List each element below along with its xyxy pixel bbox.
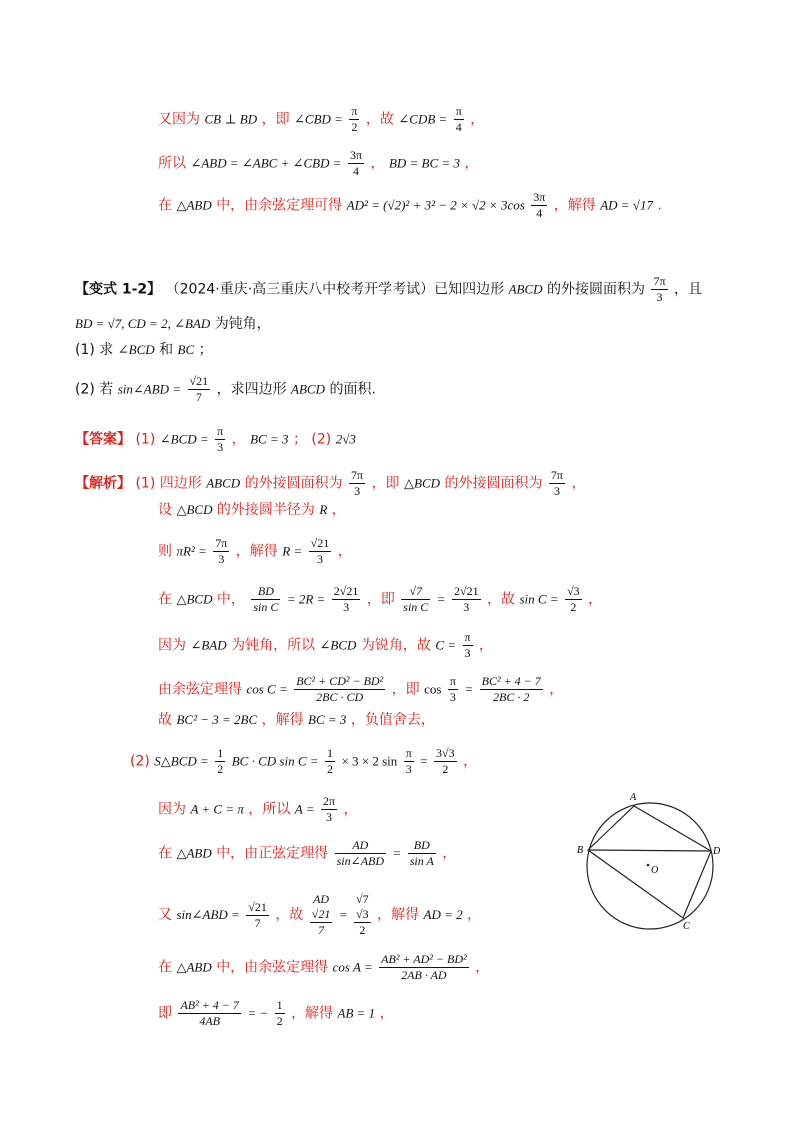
math: AD = √17 (600, 197, 653, 213)
denominator: 3 (464, 646, 471, 660)
text: √21 (311, 907, 331, 921)
numerator: BC² + 4 − 7 (481, 674, 541, 688)
numerator: AB² + 4 − 7 (180, 998, 239, 1012)
fraction (213, 536, 229, 567)
solution-line-2 (158, 500, 346, 520)
denominator: sin C (253, 600, 279, 614)
numerator: π (449, 674, 456, 688)
text: 则 (158, 543, 172, 560)
text: ，即 (366, 591, 395, 608)
math: = (420, 753, 428, 769)
numerator: AD (335, 838, 386, 854)
variant-question-2 (75, 374, 376, 405)
solution-tag: 【解析】 (75, 475, 131, 492)
math: = − (247, 1005, 269, 1021)
denominator: 2 (351, 120, 358, 134)
denominator: 4AB (199, 1014, 221, 1028)
solution-line-10 (158, 838, 456, 869)
denominator: 2BC · CD (316, 690, 364, 704)
text: ，即 (371, 475, 400, 492)
denominator: 2 (570, 600, 577, 614)
math: BD = √7, CD = 2, ∠BAD (75, 316, 211, 331)
text: 的外接圆面积为 (244, 475, 343, 492)
numerator: 3π (349, 148, 363, 162)
text: 因为 (158, 801, 186, 818)
math: BC = 3 (308, 712, 347, 727)
denominator: 2AB · AD (401, 968, 447, 982)
denominator: 7 (195, 390, 202, 404)
text: 的外接圆面积为 (547, 281, 646, 298)
text: 即 (158, 1005, 172, 1022)
math: ABCD (291, 381, 325, 397)
text: 在 (158, 591, 172, 608)
math: A + C = π (190, 801, 244, 817)
denominator: 3 (326, 810, 333, 824)
numerator: 1 (326, 746, 333, 760)
fraction (379, 952, 468, 983)
text: ， (343, 801, 358, 818)
numerator: 2√21 (453, 584, 479, 598)
text: 又因为 (158, 111, 200, 128)
numerator: 1 (276, 998, 283, 1012)
text: ， (588, 591, 603, 608)
text: ，所以 (248, 801, 291, 818)
fraction (404, 746, 414, 777)
label-o: O (651, 865, 659, 876)
fraction (531, 190, 547, 221)
text: (1) 四边形 (135, 475, 202, 492)
fraction (178, 998, 240, 1029)
numerator: 7π (653, 274, 666, 288)
denominator: 4 (455, 120, 462, 134)
numerator: π (455, 104, 462, 118)
text: ， (463, 753, 478, 770)
fraction (275, 998, 285, 1029)
text: ， (379, 1005, 394, 1022)
math: ∠CBD = (294, 111, 343, 127)
math: = 2R = (286, 591, 326, 607)
text: ， (337, 543, 352, 560)
math: △BCD (176, 502, 213, 517)
solution-line-13 (158, 998, 394, 1029)
denominator: 4 (353, 164, 360, 178)
fraction (452, 584, 481, 615)
math: sin∠ABD = (176, 907, 240, 922)
text: ， (231, 431, 246, 448)
label-d: D (713, 846, 721, 857)
variant-heading (75, 274, 702, 305)
fraction (349, 104, 359, 135)
numerator: 7π (351, 468, 364, 482)
text: ， (464, 155, 479, 172)
fraction (325, 746, 335, 777)
text: ， (549, 681, 564, 698)
fraction (251, 584, 280, 615)
label-b: B (577, 845, 584, 856)
fraction (434, 746, 457, 777)
text: 所以 (158, 155, 186, 172)
text: 故 (158, 712, 172, 728)
numerator: π (217, 424, 224, 438)
text: (2) 若 (75, 381, 114, 398)
math: BC² − 3 = 2BC (176, 712, 258, 727)
math: AB = 1 (337, 1005, 376, 1021)
math: BC = 3 (250, 431, 289, 447)
denominator: 4 (536, 206, 543, 220)
text: AD (313, 892, 330, 906)
denominator: 3 (656, 290, 663, 304)
math: ABCD (206, 475, 241, 491)
math: cos (424, 681, 442, 697)
math: C = (435, 637, 457, 653)
math: △BCD (404, 475, 441, 491)
math: 2√3 (335, 431, 356, 447)
denominator: 3 (316, 552, 323, 566)
numerator: BC² + CD² − BD² (296, 674, 384, 688)
text: ， (479, 637, 494, 654)
math: S△BCD = (154, 753, 209, 769)
denominator: 7 (318, 923, 325, 937)
fraction (188, 374, 211, 405)
denominator: 2 (326, 762, 333, 776)
line-cosine-ad (158, 190, 662, 221)
cyclic-quadrilateral-diagram (575, 792, 725, 942)
text: 中，由余弦定理得 (216, 959, 329, 976)
answer-tag: 【答案】 (75, 431, 131, 448)
fraction (549, 468, 565, 499)
text: ； (292, 431, 307, 448)
math: sin C = (519, 591, 559, 607)
math: AD = 2 (423, 907, 463, 922)
text: ， (571, 475, 586, 492)
fraction (294, 674, 385, 705)
line-angle-abd (158, 148, 478, 179)
solution-line-8 (130, 746, 477, 777)
math: △ABD (176, 959, 212, 975)
diagonal-bd (588, 850, 711, 851)
solution-line-12 (158, 952, 489, 983)
numerator: 3√3 (436, 746, 455, 760)
variant-tag: 【变式 1-2】 (75, 281, 162, 298)
text: ，解得 (235, 543, 278, 560)
math: ∠BAD (190, 637, 227, 653)
math: ABCD (508, 281, 543, 297)
numerator: √21 (189, 374, 209, 388)
line-perpendicular (158, 104, 484, 135)
numerator: √21 (310, 536, 330, 550)
numerator (310, 892, 333, 923)
text: ，故 (365, 111, 394, 128)
text: ，即 (391, 681, 420, 698)
text: 的外接圆半径为 (216, 502, 315, 518)
math: ∠CDB = (398, 111, 448, 127)
text: (1) 求 (75, 342, 114, 358)
text: 设 (158, 502, 172, 518)
solution-line-1 (75, 468, 585, 499)
numerator: AB² + AD² − BD² (381, 952, 467, 966)
solution-line-7 (158, 710, 435, 730)
numerator: BD (408, 838, 436, 854)
denominator: 3 (218, 552, 225, 566)
solution-line-5 (158, 630, 493, 661)
text: ，解得 (377, 907, 420, 923)
numerator: √7 (401, 584, 430, 600)
label-c: C (683, 921, 690, 932)
numerator: 1 (217, 746, 224, 760)
numerator: 2√21 (333, 584, 359, 598)
text: 中，由正弦定理得 (216, 845, 329, 862)
numerator: 2π (322, 794, 336, 808)
math: = (392, 845, 402, 861)
text: 的外接圆面积为 (444, 475, 543, 492)
denominator: sin A (409, 854, 434, 868)
solution-line-3 (158, 536, 352, 567)
denominator: 2 (276, 1014, 283, 1028)
denominator: 2 (217, 762, 224, 776)
text: ， (470, 111, 485, 128)
numerator: π (464, 630, 471, 644)
solution-line-4 (158, 584, 602, 615)
fraction (401, 584, 430, 615)
denominator: 3 (463, 600, 470, 614)
math: R = (282, 543, 303, 559)
text: ， (370, 155, 385, 172)
denominator: 2 (359, 923, 366, 937)
answer-line (75, 424, 356, 455)
center-point (647, 864, 650, 867)
math: ∠ABD = ∠ABC + ∠CBD = (190, 155, 342, 171)
fraction (246, 900, 269, 931)
fraction (349, 468, 365, 499)
text: 的面积. (329, 381, 376, 398)
fraction (651, 274, 667, 305)
solution-line-9 (158, 794, 358, 825)
text: ， (442, 845, 457, 862)
numerator (354, 892, 371, 923)
math: × 3 × 2 sin (341, 753, 398, 769)
math: = (464, 681, 474, 697)
denominator: sin∠ABD (336, 854, 385, 868)
math: A = (294, 801, 315, 817)
text: ，求四边形 (216, 381, 287, 398)
math: = (338, 907, 348, 922)
math: △ABD (176, 845, 212, 861)
fraction (332, 584, 361, 615)
denominator: 2 (442, 762, 449, 776)
fraction (321, 794, 337, 825)
text: 为锐角，故 (360, 637, 431, 654)
numerator: 7π (550, 468, 563, 482)
denominator: 3 (553, 484, 560, 498)
math: πR² = (176, 543, 207, 559)
text: 因为 (158, 637, 186, 654)
fraction (480, 674, 543, 705)
math: ∠BCD (117, 342, 155, 357)
denominator: 3 (449, 690, 456, 704)
text: ，解得 (553, 197, 596, 214)
math: BC (177, 342, 195, 357)
text: 又 (158, 907, 172, 923)
math: sin∠ABD = (117, 381, 182, 397)
math: BC · CD sin C = (231, 753, 319, 769)
text: 在 (158, 197, 172, 214)
solution-line-6 (158, 674, 563, 705)
text: ，解得 (261, 712, 304, 728)
math: ∠BCD (319, 637, 357, 653)
text: √3 (356, 907, 369, 921)
text: 在 (158, 845, 172, 862)
math: △ABD (176, 197, 212, 213)
compound-fraction (310, 892, 333, 938)
denominator: 2BC · 2 (493, 690, 530, 704)
quadrilateral-abcd (588, 806, 711, 918)
text: 为钝角， (214, 316, 271, 332)
math: = (436, 591, 446, 607)
numerator: 7π (215, 536, 228, 550)
text: √7 (356, 892, 369, 906)
numerator: √3 (567, 584, 580, 598)
math: ∠BCD = (159, 431, 209, 447)
text: ，负值舍去， (350, 712, 435, 728)
text: (2) (130, 753, 150, 770)
numerator: BD (251, 584, 280, 600)
fraction (454, 104, 464, 135)
denominator: 7 (254, 915, 261, 930)
variant-conditions (75, 314, 271, 334)
text: 中，由余弦定理可得 (216, 197, 343, 214)
math: cos A = (332, 959, 373, 975)
math: R (319, 502, 328, 517)
text: . (657, 197, 662, 214)
numerator: π (405, 746, 412, 760)
fraction (215, 746, 225, 777)
fraction (335, 838, 386, 869)
circumcircle (587, 803, 713, 929)
fraction (463, 630, 473, 661)
denominator: 3 (217, 440, 224, 454)
fraction (565, 584, 582, 615)
text: (1) (135, 431, 156, 448)
text: ，且 (673, 281, 702, 298)
text: ，故 (275, 907, 304, 923)
text: ， (467, 907, 482, 923)
math: AD² = (√2)² + 3² − 2 × √2 × 3cos (346, 197, 525, 213)
math: CB ⊥ BD (204, 111, 258, 127)
fraction (309, 536, 332, 567)
math: BD = BC = 3 (388, 155, 460, 171)
text: ，故 (487, 591, 516, 608)
math: cos C = (246, 681, 288, 697)
text: ，即 (261, 111, 290, 128)
compound-fraction (354, 892, 371, 938)
denominator: 3 (343, 600, 350, 614)
fraction (448, 674, 458, 705)
solution-line-11 (158, 892, 481, 938)
text: ，解得 (291, 1005, 334, 1022)
fraction (408, 838, 436, 869)
text: 中， (216, 591, 245, 608)
fraction (215, 424, 225, 455)
numerator: 3π (533, 190, 546, 204)
text: 在 (158, 959, 172, 976)
text: ； (198, 342, 213, 358)
fraction (348, 148, 364, 179)
text: （2024·重庆·高三重庆八中校考开学考试）已知四边形 (165, 281, 505, 298)
denominator: 3 (405, 762, 412, 776)
text: ， (475, 959, 490, 976)
math: △BCD (176, 591, 213, 607)
text: ， (331, 502, 346, 518)
label-a: A (630, 792, 637, 803)
denominator: sin C (403, 600, 429, 614)
numerator: √21 (248, 899, 267, 914)
text: 和 (159, 342, 174, 358)
variant-question-1 (75, 340, 213, 360)
text: (2) (311, 431, 332, 448)
numerator: π (351, 104, 358, 118)
text: 由余弦定理得 (158, 681, 242, 698)
denominator: 3 (354, 484, 361, 498)
text: 为钝角，所以 (231, 637, 316, 654)
